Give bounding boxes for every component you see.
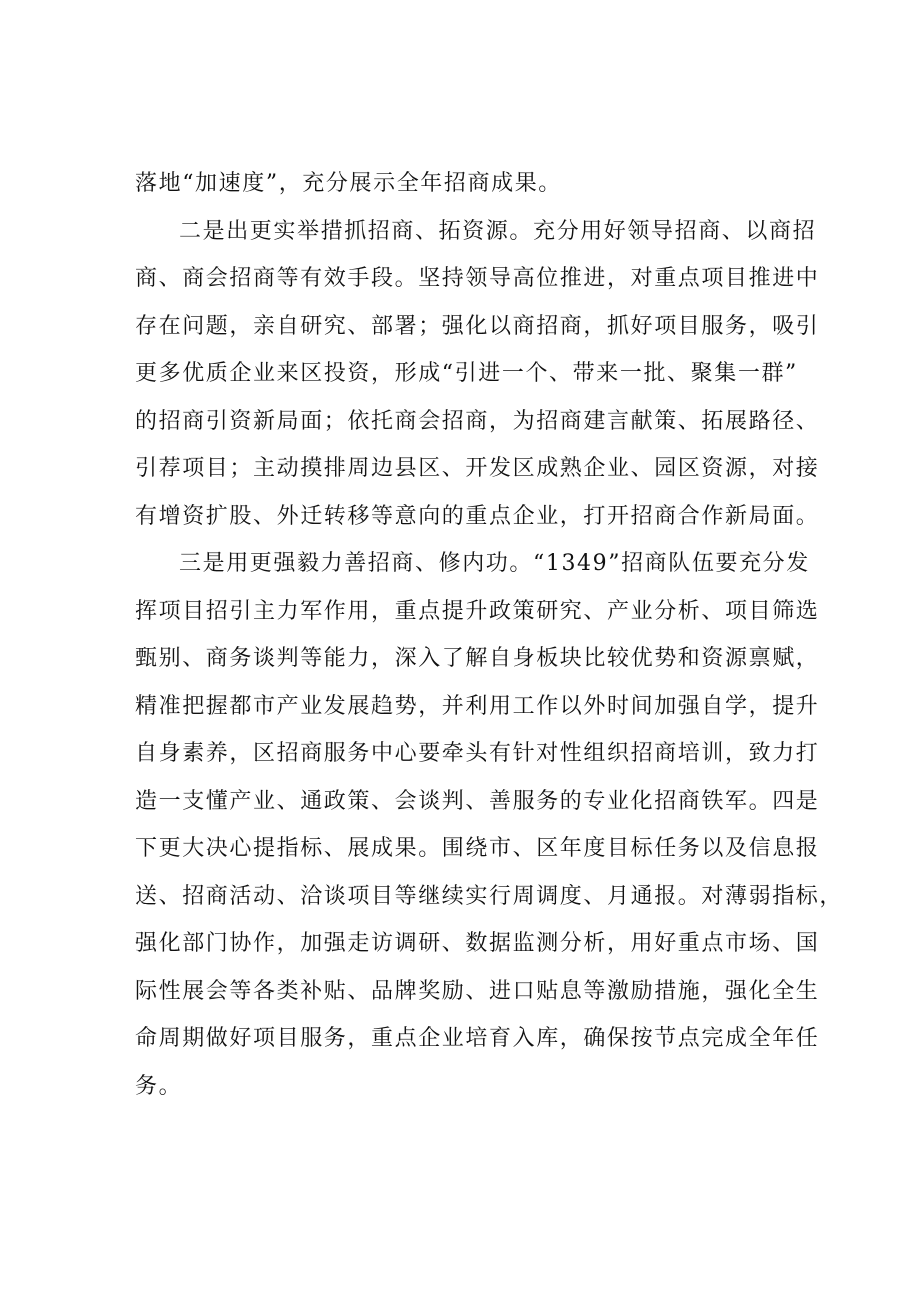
text-line: 强化部门协作，加强走访调研、数据监测分析，用好重点市场、国 — [135, 931, 820, 956]
text-line: 送、招商活动、洽谈项目等继续实行周调度、月通报。对薄弱指标， — [135, 883, 844, 909]
paragraph-point-three-four — [135, 540, 844, 1110]
text-line: 三是用更强毅力善招商、修内功。“1349”招商队伍要充分发 — [179, 551, 810, 576]
text-line: 挥项目招引主力军作用，重点提升政策研究、产业分析、项目筛选 — [135, 598, 820, 624]
document-body — [135, 160, 844, 1110]
text-line: 存在问题，亲自研究、部署；强化以商招商，抓好项目服务，吸引 — [135, 313, 820, 339]
text-line: 二是出更实举措抓招商、拓资源。充分用好领导招商、以商招 — [179, 218, 817, 244]
text-line: 务。 — [135, 1073, 183, 1099]
text-line: 下更大决心提指标、展成果。围绕市、区年度目标任务以及信息报 — [135, 836, 820, 861]
text-line: 的招商引资新局面；依托商会招商，为招商建言献策、拓展路径、 — [135, 408, 820, 434]
text-line: 落地“加速度”，充分展示全年招商成果。 — [135, 171, 562, 196]
text-line: 引荐项目；主动摸排周边县区、开发区成熟企业、园区资源，对接 — [135, 456, 820, 481]
paragraph-continuation — [135, 160, 795, 208]
text-line: 自身素养，区招商服务中心要牵头有针对性组织招商培训，致力打 — [135, 741, 820, 766]
text-line: 命周期做好项目服务，重点企业培育入库，确保按节点完成全年任 — [135, 1026, 820, 1051]
text-line: 精准把握都市产业发展趋势，并利用工作以外时间加强自学，提升 — [135, 693, 820, 719]
text-line: 更多优质企业来区投资，形成“引进一个、带来一批、聚集一群” — [135, 361, 798, 386]
text-line: 甄别、商务谈判等能力，深入了解自身板块比较优势和资源禀赋， — [135, 646, 820, 671]
paragraph-point-two — [135, 208, 820, 541]
text-line: 有增资扩股、外迁转移等意向的重点企业，打开招商合作新局面。 — [135, 503, 820, 529]
text-line: 际性展会等各类补贴、品牌奖励、进口贴息等激励措施，强化全生 — [135, 978, 820, 1004]
text-line: 造一支懂产业、通政策、会谈判、善服务的专业化招商铁军。四是 — [135, 788, 820, 814]
text-line: 商、商会招商等有效手段。坚持领导高位推进，对重点项目推进中 — [135, 266, 820, 291]
